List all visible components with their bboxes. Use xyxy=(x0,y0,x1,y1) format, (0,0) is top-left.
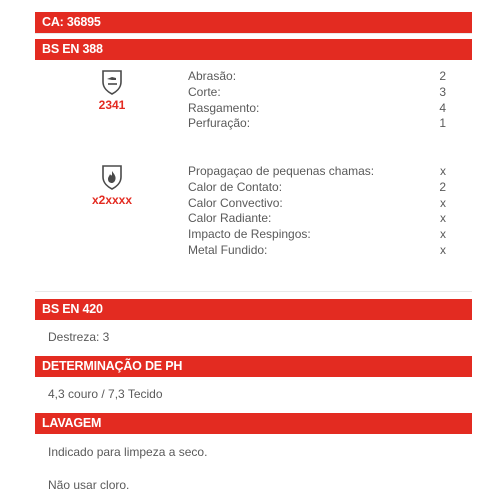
row-label: Perfuração: xyxy=(188,116,251,131)
list-item xyxy=(188,164,446,180)
wash-line: Não usar cloro. xyxy=(48,478,130,492)
row-label: Corte: xyxy=(188,84,221,99)
list-item xyxy=(188,69,446,85)
list-item xyxy=(188,227,446,243)
mechanical-badge xyxy=(82,69,142,112)
flame-shield-icon xyxy=(101,164,123,190)
list-item xyxy=(188,196,446,212)
row-label: Propagaçao de pequenas chamas: xyxy=(188,164,375,178)
row-value: x xyxy=(440,242,446,257)
row-value: 2 xyxy=(439,69,446,83)
ph-text: 4,3 couro / 7,3 Tecido xyxy=(48,387,163,401)
list-item xyxy=(188,211,446,227)
en420-title: BS EN 420 xyxy=(42,302,103,316)
list-item xyxy=(188,116,446,132)
divider xyxy=(35,291,472,292)
row-value: 1 xyxy=(439,116,446,131)
divider xyxy=(35,33,472,34)
list-item xyxy=(188,85,446,101)
wash-header xyxy=(35,413,472,434)
row-label: Rasgamento: xyxy=(188,100,260,115)
thermal-rows xyxy=(188,164,446,259)
en388-header xyxy=(35,39,472,60)
ph-header xyxy=(35,356,472,377)
thermal-badge xyxy=(82,164,142,207)
row-label: Abrasão: xyxy=(188,69,237,83)
mechanical-code: 2341 xyxy=(98,98,126,112)
ca-title: CA: 36895 xyxy=(42,15,101,29)
row-label: Calor Radiante: xyxy=(188,211,272,226)
row-label: Impacto de Respingos: xyxy=(188,227,311,242)
list-item xyxy=(188,180,446,196)
ca-header xyxy=(35,12,472,33)
mechanical-rows xyxy=(188,69,446,132)
row-label: Calor Convectivo: xyxy=(188,195,283,210)
row-value: x xyxy=(440,227,446,242)
wash-line: Indicado para limpeza a seco. xyxy=(48,445,208,459)
wash-title: LAVAGEM xyxy=(42,416,102,430)
list-item xyxy=(188,243,446,259)
row-value: x xyxy=(440,195,446,210)
list-item xyxy=(188,101,446,117)
ph-title: DETERMINAÇÃO DE PH xyxy=(42,359,183,373)
row-label: Calor de Contato: xyxy=(188,179,283,194)
row-value: 3 xyxy=(439,84,446,99)
row-value: x xyxy=(440,211,446,226)
row-value: x xyxy=(440,164,446,178)
en388-title: BS EN 388 xyxy=(42,42,103,56)
row-value: 4 xyxy=(439,100,446,115)
row-label: Metal Fundido: xyxy=(188,242,268,257)
en420-header xyxy=(35,299,472,320)
row-value: 2 xyxy=(439,179,446,194)
hammer-shield-icon xyxy=(101,69,123,95)
thermal-code: x2xxxx xyxy=(91,193,133,207)
dexterity-text: Destreza: 3 xyxy=(48,330,110,344)
